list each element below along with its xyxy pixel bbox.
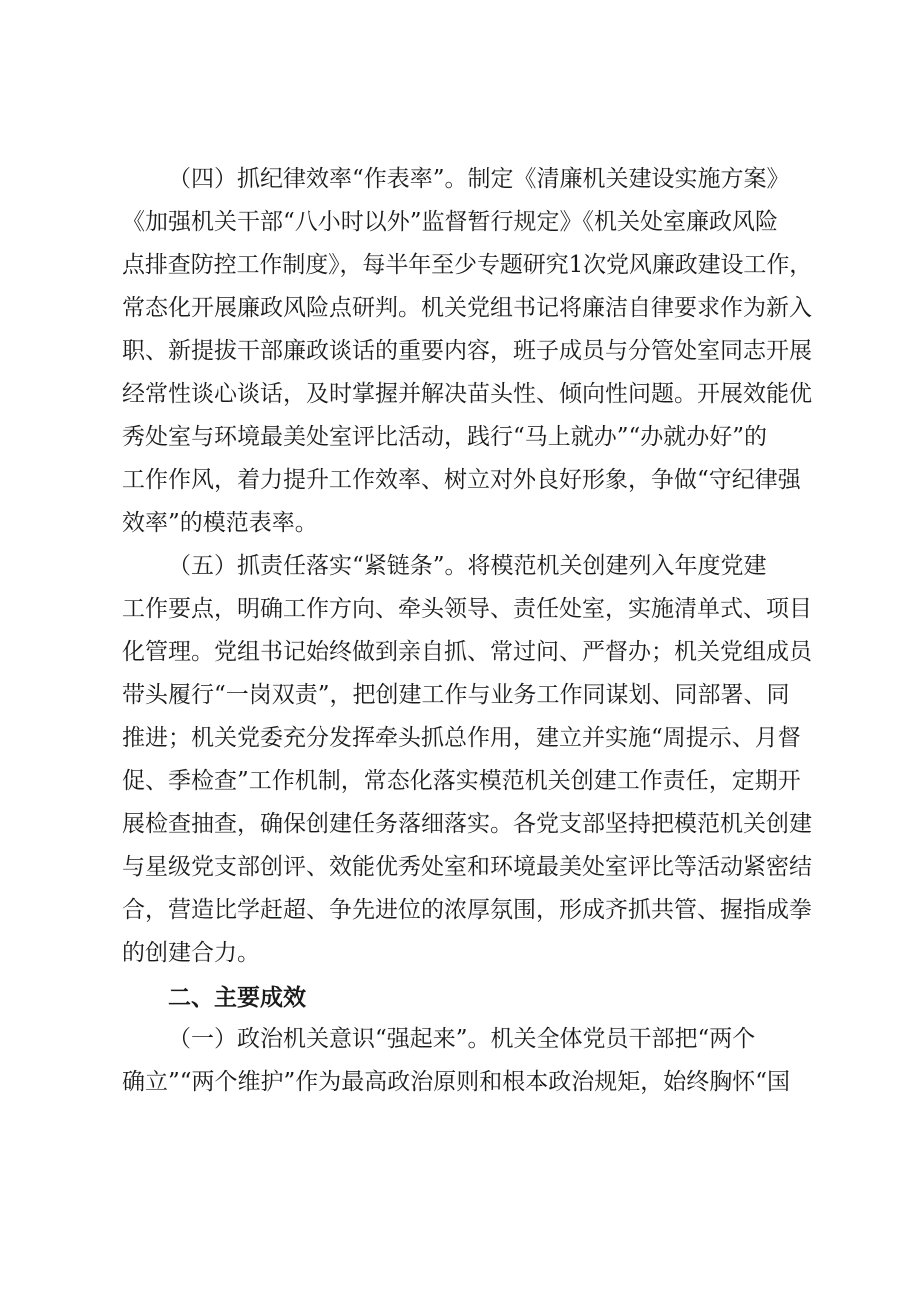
text-line: 与星级党支部创评、效能优秀处室和环境最美处室评比等活动紧密结 [122, 854, 812, 880]
text-line: 化管理。党组书记始终做到亲自抓、常过问、严督办；机关党组成员 [122, 639, 812, 665]
text-line: 《加强机关干部“八小时以外”监督暂行规定》《机关处室廉政风险 [122, 209, 779, 235]
text-line: 经常性谈心谈话，及时掌握并解决苗头性、倾向性问题。开展效能优 [122, 381, 812, 407]
text-line: 的创建合力。 [122, 940, 260, 966]
section-heading-main-results: 二、主要成效 [168, 985, 306, 1011]
text-line: 点排查防控工作制度》，每半年至少专题研究1次党风廉政建设工作， [122, 252, 813, 278]
paragraph-discipline-efficiency [122, 160, 812, 547]
text-line: 确立”“两个维护”作为最高政治原则和根本政治规矩，始终胸怀“国 [122, 1069, 791, 1095]
text-line: 效率”的模范表率。 [122, 510, 318, 536]
text-line: 促、季检查”工作机制，常态化落实模范机关创建工作责任，定期开 [122, 768, 801, 794]
text-line: （四）抓纪律效率“作表率”。制定《清廉机关建设实施方案》 [168, 166, 790, 192]
text-line: 秀处室与环境最美处室评比活动，践行“马上就办”“办就办好”的 [122, 424, 768, 450]
text-line: 工作要点，明确工作方向、牵头领导、责任处室，实施清单式、项目 [122, 596, 812, 622]
text-line: 合，营造比学赶超、争先进位的浓厚氛围，形成齐抓共管、握指成拳 [122, 897, 812, 923]
text-line: 带头履行“一岗双责”，把创建工作与业务工作同谋划、同部署、同 [122, 682, 790, 708]
text-line: 职、新提拔干部廉政谈话的重要内容，班子成员与分管处室同志开展 [122, 338, 812, 364]
text-line: 展检查抽查，确保创建任务落细落实。各党支部坚持把模范机关创建 [122, 811, 812, 837]
text-line: 工作作风，着力提升工作效率、树立对外良好形象，争做“守纪律强 [122, 467, 801, 493]
text-line: 推进；机关党委充分发挥牵头抓总作用，建立并实施“周提示、月督 [122, 725, 801, 751]
paragraph-political-awareness [122, 1020, 812, 1106]
paragraph-responsibility-chain [122, 547, 812, 977]
text-line: （五）抓责任落实“紧链条”。将模范机关创建列入年度党建 [168, 553, 767, 579]
text-line: （一）政治机关意识“强起来”。机关全体党员干部把“两个 [168, 1026, 756, 1052]
text-line: 常态化开展廉政风险点研判。机关党组书记将廉洁自律要求作为新入 [122, 295, 812, 321]
document-body [122, 160, 812, 1106]
